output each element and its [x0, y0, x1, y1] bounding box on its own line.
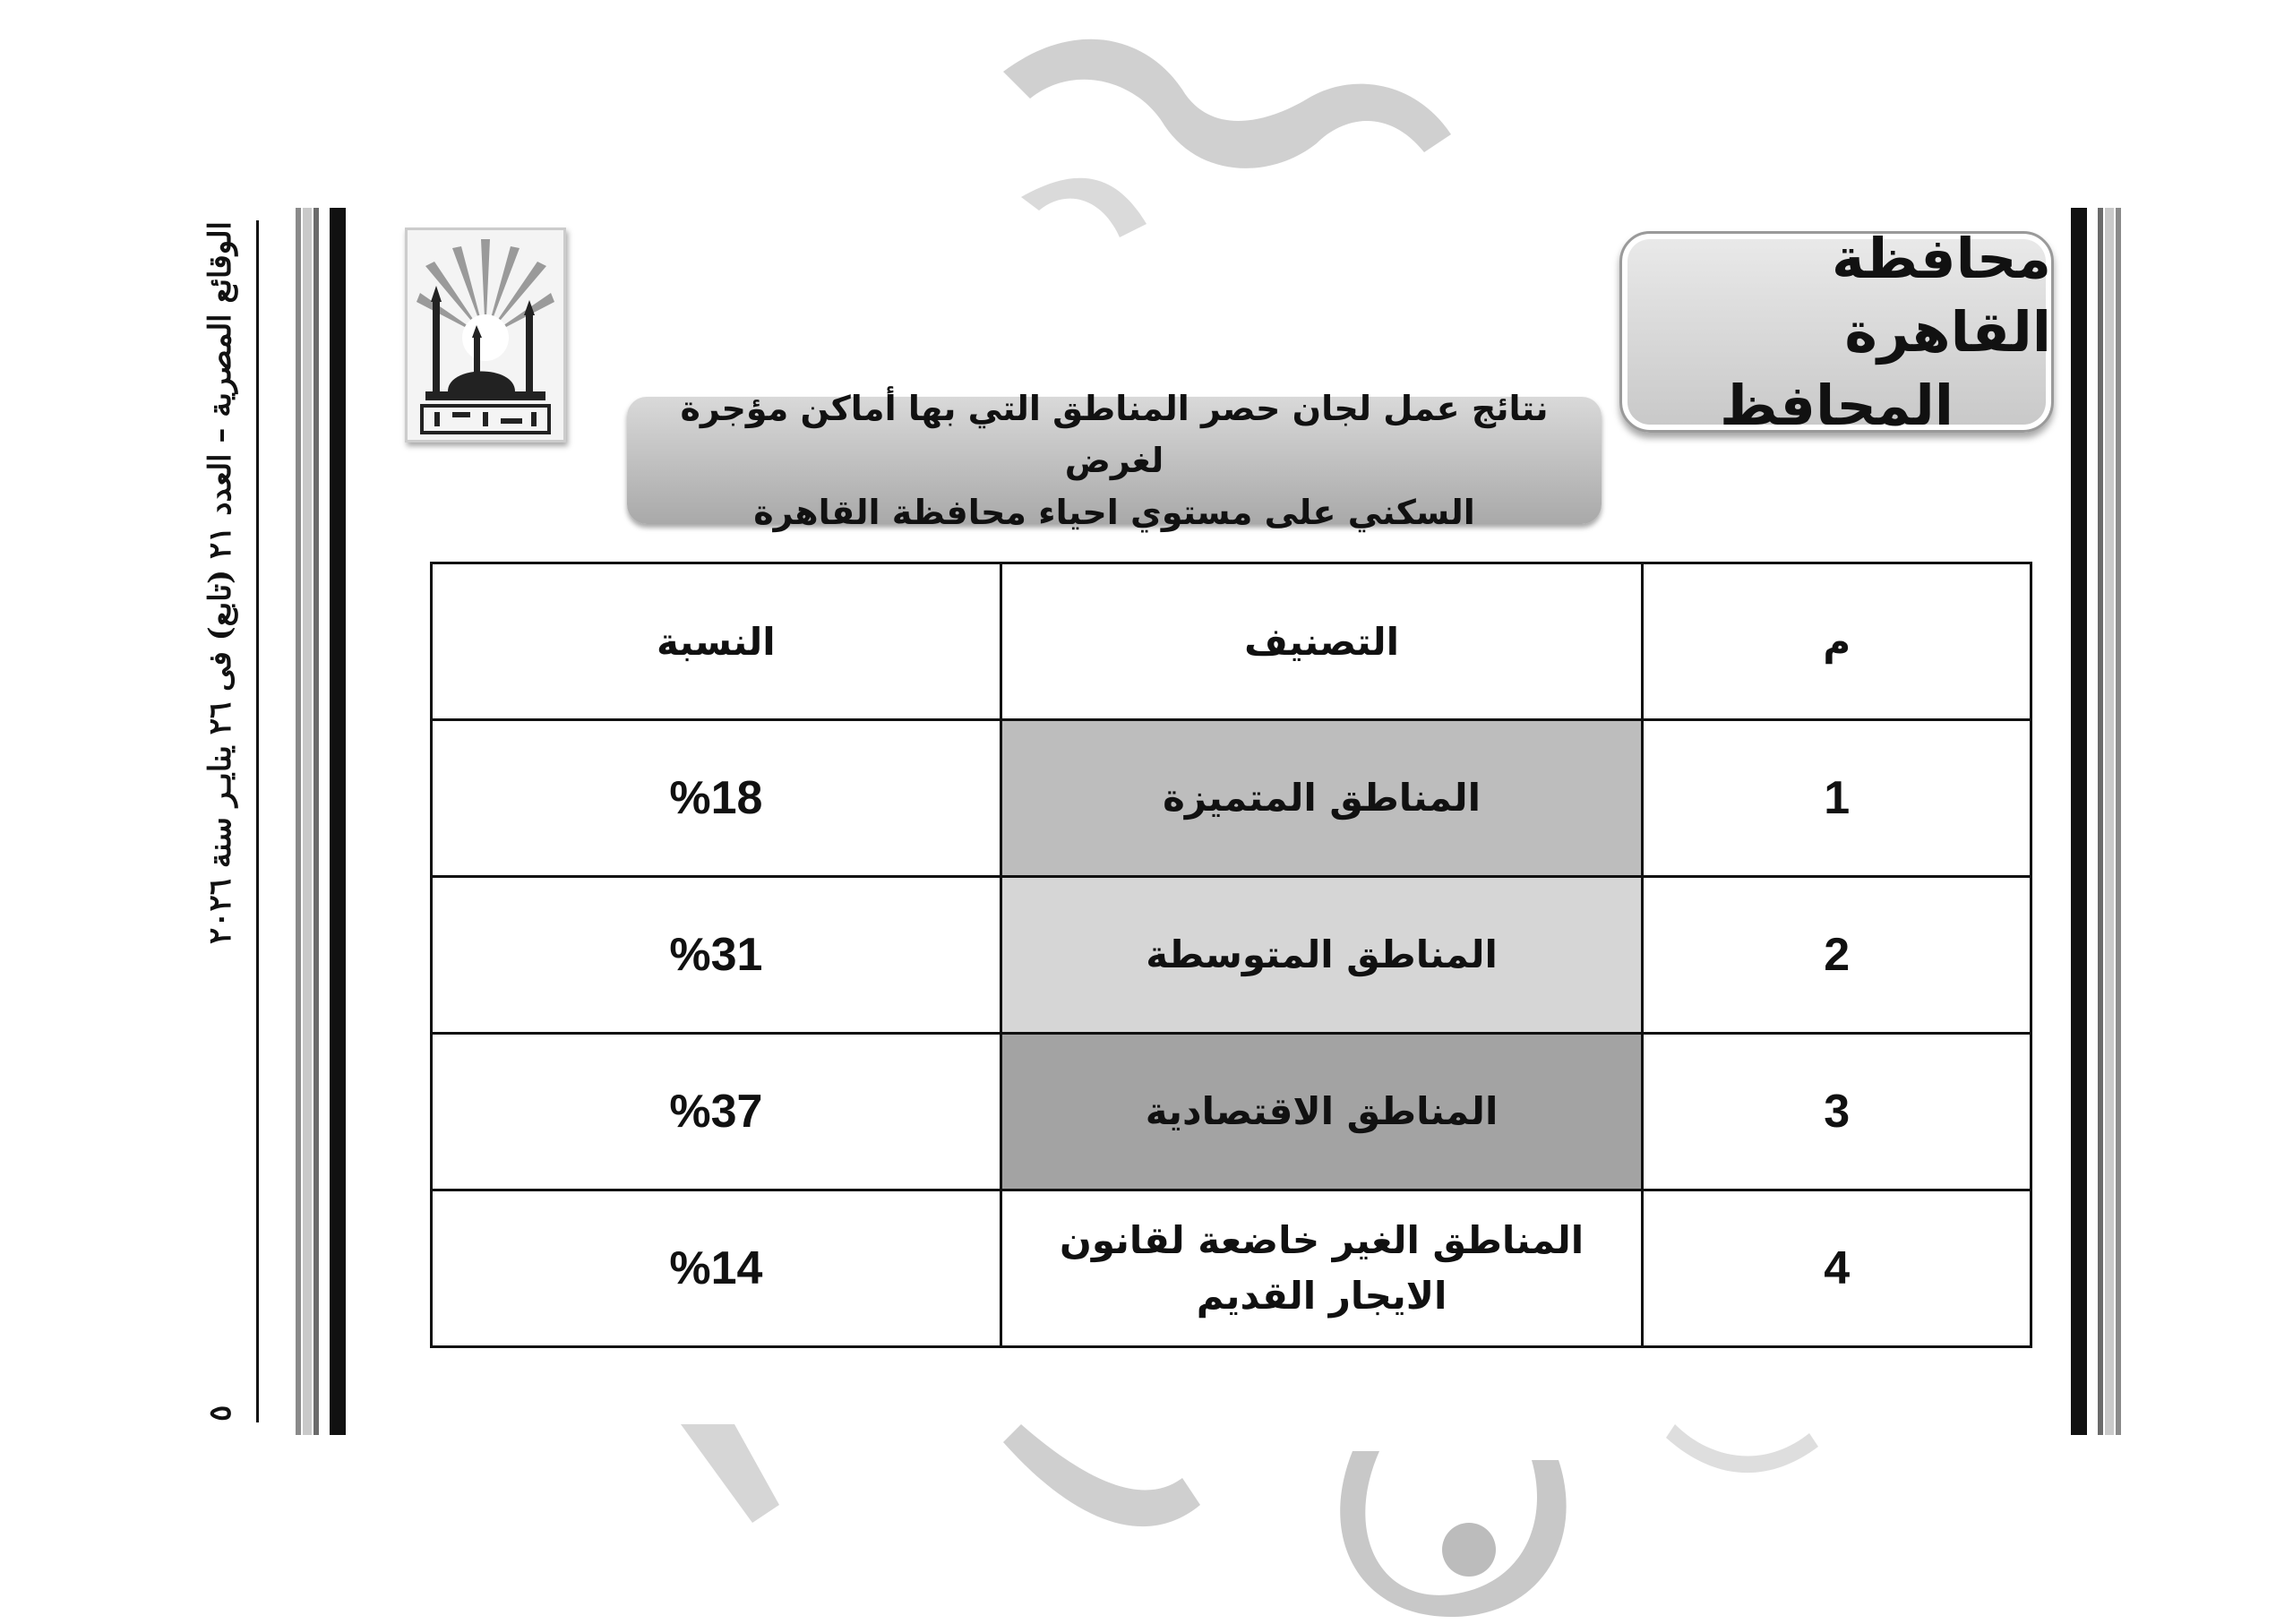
- row-category: المناطق الاقتصادية: [1001, 1034, 1643, 1190]
- row-percentage: %37: [432, 1034, 1001, 1190]
- table-row: [432, 877, 2031, 1034]
- header-m: م: [1643, 563, 2031, 720]
- table-row: [432, 720, 2031, 877]
- running-header-text: الوقائع المصرية – العدد ٢١ (تابع) فى ٢٦ ينايـر سنة ٢٠٢٦: [202, 221, 238, 945]
- report-title-line2: السكني على مستوي احياء محافظة القاهرة: [753, 493, 1475, 532]
- row-number: 1: [1643, 720, 2031, 877]
- frame-bar-left: [313, 208, 319, 1435]
- frame-bar-left: [296, 208, 301, 1435]
- row-number: 4: [1643, 1190, 2031, 1347]
- cairo-governorate-logo-icon: [405, 228, 566, 443]
- row-number: 2: [1643, 877, 2031, 1034]
- row-category: المناطق الغير خاضعة لقانون الايجار القديم: [1001, 1190, 1643, 1347]
- row-percentage: %18: [432, 720, 1001, 877]
- frame-bar-right: [2116, 208, 2121, 1435]
- row-category: المناطق المتميزة: [1001, 720, 1643, 877]
- report-title: [663, 382, 1566, 538]
- results-table: [430, 562, 2032, 1348]
- table-header-row: [432, 563, 2031, 720]
- row-percentage: %14: [432, 1190, 1001, 1347]
- running-header: [201, 221, 240, 1422]
- row-number: 3: [1643, 1034, 2031, 1190]
- governorate-name: محافظة القاهرة: [1832, 225, 2051, 365]
- page-number: ٥: [202, 1405, 238, 1422]
- frame-bar-left: [303, 208, 312, 1435]
- watermark-bottom: [645, 1424, 1863, 1624]
- margin-rule: [256, 220, 259, 1422]
- frame-bar-right: [2098, 208, 2103, 1435]
- frame-bar-right: [2071, 208, 2087, 1435]
- frame-bar-left: [330, 208, 346, 1435]
- report-title-banner: [627, 389, 1602, 532]
- governorate-box: [1619, 225, 2054, 438]
- governor-title: المحافظ: [1719, 372, 1954, 438]
- table-row: [432, 1190, 2031, 1347]
- report-title-line1: نتائج عمل لجان حصر المناطق التي بها أماكن مؤجرة لغرض: [680, 389, 1549, 480]
- header-percentage: النسبة: [432, 563, 1001, 720]
- row-category: المناطق المتوسطة: [1001, 877, 1643, 1034]
- table-row: [432, 1034, 2031, 1190]
- frame-bar-right: [2105, 208, 2114, 1435]
- row-percentage: %31: [432, 877, 1001, 1034]
- watermark-top: [967, 18, 1469, 242]
- header-category: التصنيف: [1001, 563, 1643, 720]
